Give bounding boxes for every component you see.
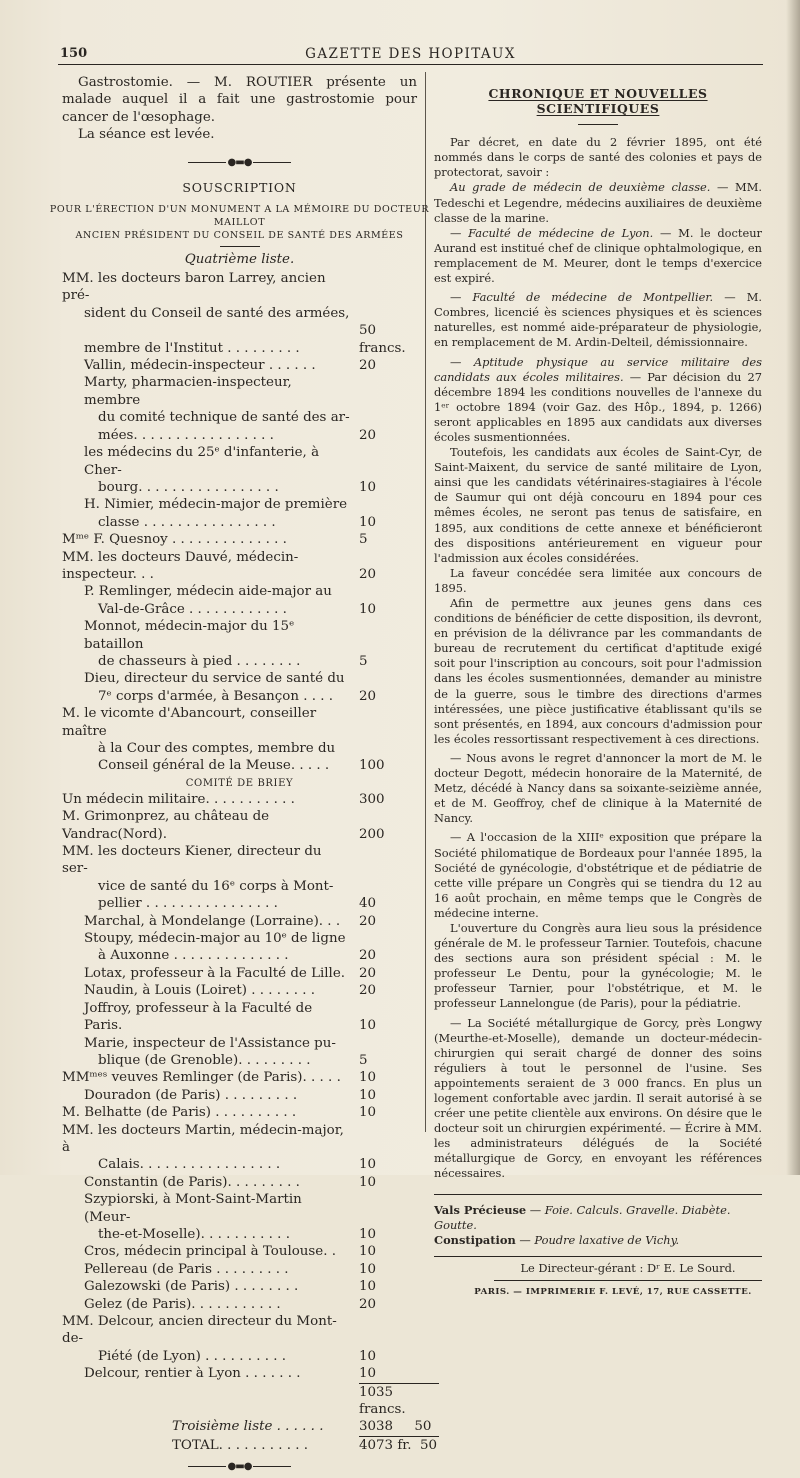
subscriber-entry [62, 1365, 417, 1382]
subscriber-amount: 20 [359, 913, 377, 929]
subscriber-entry [62, 653, 417, 670]
subscriber-entry [62, 878, 417, 895]
subscriber-entry [62, 270, 417, 305]
subscriber-entry [62, 740, 417, 757]
subscriber-entry [62, 670, 417, 687]
subscriber-text: Delcour, rentier à Lyon . . . . . . . [84, 1366, 301, 1382]
chronique-title: CHRONIQUE ET NOUVELLES SCIENTIFIQUES [488, 86, 708, 117]
subscriber-entry [62, 705, 417, 740]
header-rule [58, 64, 763, 65]
subscriber-text: P. Remlinger, médecin aide-major au [84, 584, 332, 600]
subscriber-amount: 5 [359, 532, 368, 548]
third-list-amount: 3038 50 [359, 1419, 432, 1435]
ads-rule [434, 1194, 762, 1195]
subscriber-entry [62, 1278, 417, 1295]
page-header [58, 42, 763, 64]
news-congres: — A l'occasion de la XIIIᵉ exposition que prépare la Société philomatique de Bordeaux pour l'année 1895, la Société de gynécologie, d'obstétrique et de pédiatrie de cette ville prépare un Congrès qui se tiendra du 12 au 16 août prochain, en même temps que le Congrès de médecine interne. [434, 830, 762, 920]
subscriber-text: Naudin, à Louis (Loiret) . . . . . . . . [84, 983, 316, 999]
list-title: Quatrième liste. [184, 251, 295, 267]
subscriber-text: MM. les docteurs Dauvé, médecin-inspecteur. . . [62, 549, 299, 582]
right-column [434, 86, 762, 1300]
subscriber-text: M. le vicomte d'Abancourt, conseiller maître [62, 706, 317, 739]
subscriber-entry [62, 1087, 417, 1104]
total-amount: 4073 fr. 50 [359, 1437, 438, 1453]
subscriber-entry [62, 843, 417, 878]
news-lyon: — Faculté de médecine de Lyon. — M. le docteur Aurand est institué chef de clinique ophtalmologique, en remplacement de M. Meurer, dont le temps d'exercice est expiré. [434, 225, 763, 286]
subscriber-text: Constantin (de Paris). . . . . . . . . [84, 1174, 300, 1190]
subscriber-entry [62, 1191, 417, 1226]
subscriber-entry [62, 1226, 417, 1243]
subscriber-entry [62, 305, 417, 322]
subscriber-amount: 10 [359, 479, 377, 495]
subscriber-text: vice de santé du 16ᵉ corps à Mont- [98, 878, 334, 894]
subscriber-entry [62, 947, 417, 964]
subscriber-amount: 20 [359, 948, 377, 964]
journal-title: GAZETTE DES HOPITAUX [305, 46, 516, 62]
subscription-purpose-2: ANCIEN PRÉSIDENT DU CONSEIL DE SANTÉ DES ARMÉES [75, 229, 404, 241]
subscriber-entry [62, 757, 417, 774]
subscriber-amount: 10 [359, 1366, 377, 1382]
subscriber-amount: 10 [359, 1105, 377, 1121]
subscriber-text: MM. les docteurs Martin, médecin-major, à [62, 1122, 344, 1155]
subscriber-amount: 200 [359, 826, 385, 842]
subscriber-text: Lotax, professeur à la Faculté de Lille. [84, 965, 346, 981]
subscriber-amount: 20 [359, 358, 377, 374]
subscriber-text: Joffroy, professeur à la Faculté de Paris. [84, 1000, 313, 1034]
subscriber-amount: 5 [359, 653, 368, 669]
subscriber-entry [62, 1156, 417, 1173]
subscriber-amount: 20 [359, 965, 377, 981]
subscriber-amount: 10 [359, 1174, 377, 1190]
subscriber-text: à Auxonne . . . . . . . . . . . . . . [98, 948, 289, 964]
subscriber-list-b [62, 791, 417, 1383]
news-aptitude: — Aptitude physique au service militaire des candidats aux écoles militaires. — Par décision du 27 décembre 1894 les conditions nouvelles de l'annexe du 1ᵉʳ octobre 1894 (voir Gaz. des Hôp., 1894, p. 1266) seront applicables en 1895 aux candidats aux diverses écoles susmentionnées. [434, 354, 762, 444]
subscriber-entry [62, 514, 417, 531]
news-lyon-heading: — Faculté de médecine de Lyon. [450, 225, 654, 240]
subscriber-entry [62, 427, 417, 444]
subscriber-text: de chasseurs à pied . . . . . . . . [98, 653, 301, 669]
subscriber-text: blique (de Grenoble). . . . . . . . . [98, 1052, 311, 1068]
subscriber-entry [62, 618, 417, 653]
subscriber-entry [62, 930, 417, 947]
director-line: Le Directeur-gérant : Dʳ E. Le Sourd. [520, 1260, 736, 1275]
news-aptitude-heading: — Aptitude physique au service militaire des candidats aux écoles militaires. [434, 354, 762, 384]
subscriber-amount: 20 [359, 688, 377, 704]
comite-title: COMITÉ DE BRIEY [185, 777, 294, 789]
third-list-row [62, 1418, 432, 1435]
subscriber-entry [62, 583, 417, 600]
subscriber-amount: 10 [359, 1157, 377, 1173]
subscriber-entry [62, 1035, 417, 1052]
total-label: TOTAL. . . . . . . . . . . [172, 1437, 309, 1453]
news-deces: — Nous avons le regret d'annoncer la mort de M. le docteur Degott, médecin honoraire de la Maternité, de Metz, décédé à Nancy dans sa soixante-seizième année, et de M. Geoffroy, chef de clinique à la Maternité de Nancy. [434, 750, 762, 826]
total-row [62, 1436, 438, 1454]
subscriber-entry [62, 322, 417, 357]
subscriber-amount: 10 [359, 601, 377, 617]
subscriber-entry [62, 549, 417, 584]
subscriber-amount: 10 [359, 1070, 377, 1086]
subtotal-row [62, 1383, 417, 1419]
subscriber-text: Marty, pharmacien-inspecteur, membre [84, 375, 292, 408]
imprint-rule [494, 1280, 762, 1281]
subscriber-text: Marchal, à Mondelange (Lorraine). . . [84, 913, 341, 929]
subscriber-entry [62, 913, 417, 930]
subscriber-amount: 10 [359, 1261, 377, 1277]
news-toutefois: Toutefois, les candidats aux écoles de Saint-Cyr, de Saint-Maixent, du service de santé militaire de Lyon, ainsi que les candidats vétérinaires-stagiaires à l'école de Saumur qui ont déjà concouru en 1894 pour ces mêmes écoles, ne seront pas tenus de satisfaire, en 1895, aux conditions de cette annexe et bénéficieront des dispositions antérieurement en vigueur pour l'admission aux écoles considérées. [434, 445, 762, 565]
news-faveur: La faveur concédée sera limitée aux concours de 1895. [434, 565, 762, 595]
subscriber-entry [62, 1243, 417, 1260]
seance-levee: La séance est levée. [78, 127, 215, 143]
imprint: PARIS. — IMPRIMERIE F. LEVÉ, 17, RUE CASSETTE. [474, 1286, 752, 1297]
ornament-divider: ●▬● [62, 154, 417, 172]
subscriber-entry [62, 601, 417, 618]
subscriber-amount: 10 [359, 1244, 377, 1260]
subscriber-text: pellier . . . . . . . . . . . . . . . . [98, 896, 278, 912]
left-column [49, 74, 438, 1478]
subscriber-text: Galezowski (de Paris) . . . . . . . . [84, 1279, 299, 1295]
subscriber-entry [62, 409, 417, 426]
subscriber-text: the-et-Moselle). . . . . . . . . . . [98, 1226, 290, 1242]
ornament-divider-bottom: ●▬● [62, 1458, 417, 1476]
subscriber-text: Val-de-Grâce . . . . . . . . . . . . [98, 601, 287, 617]
subscriber-amount: 10 [359, 1279, 377, 1295]
column-divider [425, 72, 426, 1132]
subscriber-entry [62, 791, 417, 808]
subscriber-amount: 20 [359, 566, 377, 582]
news-grade-heading: Au grade de médecin de deuxième classe. [450, 180, 711, 195]
news-montpellier: — Faculté de médecine de Montpellier. — M. Combres, licencié ès sciences physiques et ès sciences naturelles, est nommé aide-préparateur de physiologie, en remplacement de M. Ardin-Delteil, démissionnaire. [434, 290, 762, 350]
subscriber-text: Douradon (de Paris) . . . . . . . . . [84, 1087, 298, 1103]
footer-rule [434, 1256, 762, 1257]
subscriber-entry [62, 965, 417, 982]
subscriber-text: Dieu, directeur du service de santé du [84, 671, 345, 687]
subscriber-entry [62, 531, 417, 548]
subscriber-amount: 10 [359, 1018, 377, 1034]
subscriber-text: Cros, médecin principal à Toulouse. . [84, 1244, 336, 1260]
subscriber-text: Un médecin militaire. . . . . . . . . . . [62, 791, 295, 807]
subscriber-amount: 10 [359, 1087, 377, 1103]
short-rule [220, 246, 260, 247]
subscriber-text: Gelez (de Paris). . . . . . . . . . . [84, 1296, 281, 1312]
subscriber-entry [62, 1104, 417, 1121]
subscriber-text: MM. les docteurs Kiener, directeur du ser- [62, 844, 322, 877]
title-rule [578, 124, 618, 125]
subscriber-entry [62, 895, 417, 912]
subscriber-entry [62, 688, 417, 705]
subscriber-text: sident du Conseil de santé des armées, [84, 305, 350, 321]
subscriber-amount: 10 [359, 1226, 377, 1242]
subscriber-entry [62, 1069, 417, 1086]
subscriber-text: Piété (de Lyon) . . . . . . . . . . [98, 1348, 287, 1364]
subscription-purpose-1: POUR L'ÉRECTION D'UN MONUMENT A LA MÉMOIRE DU DOCTEUR MAILLOT [49, 203, 430, 228]
subscriber-text: à la Cour des comptes, membre du [98, 741, 336, 757]
subscriber-text: du comité technique de santé des ar- [98, 410, 350, 426]
subscriber-text: Monnot, médecin-major du 15ᵉ bataillon [84, 619, 295, 652]
subscriber-amount: 10 [359, 514, 377, 530]
subscriber-entry [62, 1313, 417, 1348]
subscriber-entry [62, 808, 417, 843]
news-montpellier-heading: — Faculté de médecine de Montpellier. [450, 290, 714, 305]
news-decret: Par décret, en date du 2 février 1895, ont été nommés dans le corps de santé des colonies et pays de protectorat, savoir : [434, 135, 762, 180]
subscriber-text: Stoupy, médecin-major au 10ᵉ de ligne [84, 931, 346, 947]
subscriber-text: M. Belhatte (de Paris) . . . . . . . . . . [62, 1105, 297, 1121]
subscriber-entry [62, 1348, 417, 1365]
subscriber-text: MMᵐᵉˢ veuves Remlinger (de Paris). . . . . [62, 1070, 341, 1086]
subscriber-amount: 5 [359, 1052, 368, 1068]
subscriber-amount: 20 [359, 427, 377, 443]
ad-constipation-brand: Constipation [434, 1232, 516, 1247]
subscriber-text: MM. Delcour, ancien directeur du Mont-de- [62, 1314, 337, 1347]
subscriber-text: les médecins du 25ᵉ d'infanterie, à Cher- [84, 445, 320, 478]
subscriber-text: Vallin, médecin-inspecteur . . . . . . [84, 358, 316, 374]
subscriber-text: M. Grimonprez, au château de Vandrac(Nord). [62, 809, 270, 842]
news-gorcy: — La Société métallurgique de Gorcy, près Longwy (Meurthe-et-Moselle), demande un docteur-médecin-chirurgien qui serait chargé de donner des soins réguliers à tout le personnel de l'usine. Ses appointements seraient de 3 000 francs. En plus un logement confortable avec jardin. Il serait autorisé à se créer une petite clientèle aux environs. On désire que le docteur soit un chirurgien expérimenté. — Écrire à MM. les administrateurs délégués de la Société métallurgique de Gorcy, en envoyant les références nécessaires. [434, 1015, 762, 1181]
subscriber-text: MM. les docteurs baron Larrey, ancien pré- [62, 271, 326, 304]
subscriber-entry [62, 1000, 417, 1035]
news-grade: Au grade de médecin de deuxième classe. — MM. Tedeschi et Legendre, médecins auxiliaires de deuxième classe de la marine. [434, 180, 762, 225]
subscriber-text: mées. . . . . . . . . . . . . . . . . [98, 427, 274, 443]
news-ouverture: L'ouverture du Congrès aura lieu sous la présidence générale de M. le professeur Tarnier. Toutefois, chacune des sections aura son président spécial : M. le professeur Le Dentu, pour la gynécologie; M. le professeur Tarnier, pour l'obstétrique, et M. le professeur Lannelongue (de Paris), pour la pédiatrie. [434, 920, 762, 1011]
subscriber-text: Calais. . . . . . . . . . . . . . . . . [98, 1157, 281, 1173]
subtotal-amount: 1035 francs. [359, 1383, 439, 1419]
subscriber-amount: 300 [359, 791, 385, 807]
third-list-label: Troisième liste . . . . . . [172, 1419, 324, 1435]
subscriber-text: Szypiorski, à Mont-Saint-Martin (Meur- [84, 1192, 302, 1225]
subscriber-text: membre de l'Institut . . . . . . . . . [84, 340, 300, 356]
subscriber-entry [62, 1174, 417, 1191]
subscriber-text: classe . . . . . . . . . . . . . . . . [98, 514, 276, 530]
subscriber-entry [62, 1261, 417, 1278]
subscriber-amount: 50 francs. [359, 323, 406, 356]
subscriber-entry [62, 479, 417, 496]
gastrostomie-paragraph: Gastrostomie. — M. ROUTIER présente un malade auquel il a fait une gastrostomie pour cancer de l'œsophage. [62, 75, 417, 125]
subscriber-amount: 20 [359, 1296, 377, 1312]
subscriber-entry [62, 982, 417, 999]
subscriber-text: Marie, inspecteur de l'Assistance pu- [84, 1035, 336, 1051]
subscriber-entry [62, 1296, 417, 1313]
subscriber-amount: 10 [359, 1348, 377, 1364]
subscriber-amount: 40 [359, 896, 377, 912]
subscriber-entry [62, 1052, 417, 1069]
subscriber-entry [62, 444, 417, 479]
subscriber-text: H. Nimier, médecin-major de première [84, 497, 348, 513]
subscriber-list-a [62, 270, 417, 775]
subscriber-amount: 20 [359, 983, 377, 999]
subscriber-entry [62, 496, 417, 513]
subscriber-text: 7ᵉ corps d'armée, à Besançon . . . . [98, 688, 334, 704]
ad-constipation: Constipation — Poudre laxative de Vichy. [434, 1232, 680, 1247]
subscriber-text: bourg. . . . . . . . . . . . . . . . . [98, 479, 279, 495]
subscriber-entry [62, 1122, 417, 1157]
subscriber-text: Conseil général de la Meuse. . . . . [98, 758, 330, 774]
page-edge-shadow [786, 0, 800, 1175]
page-number: 150 [60, 46, 88, 61]
subscriber-entry [62, 357, 417, 374]
subscriber-text: Pellereau (de Paris . . . . . . . . . [84, 1261, 289, 1277]
ad-vals: Vals Précieuse — Foie. Calculs. Gravelle. Diabète. Goutte. [434, 1202, 731, 1232]
ad-vals-brand: Vals Précieuse [434, 1202, 527, 1217]
subscriber-text: Mᵐᵉ F. Quesnoy . . . . . . . . . . . . . . [62, 532, 287, 548]
subscription-title: SOUSCRIPTION [182, 180, 297, 196]
subscriber-entry [62, 374, 417, 409]
subscriber-amount: 100 [359, 758, 385, 774]
news-afin: Afin de permettre aux jeunes gens dans ces conditions de bénéficier de cette disposition, ils devront, en prévision de la délivrance par les commandants de bureau de recrutement du certificat d'aptitude exigé soit pour l'inscription au concours, soit pour l'admission dans les écoles susmentionnées, demander au ministre de la guerre, sous le timbre des directions d'armes intéressées, une pièce justificative établissant qu'ils se sont présentés, en 1894, aux concours d'admission pour les écoles ressortissant respectivement à ces directions. [434, 596, 762, 746]
